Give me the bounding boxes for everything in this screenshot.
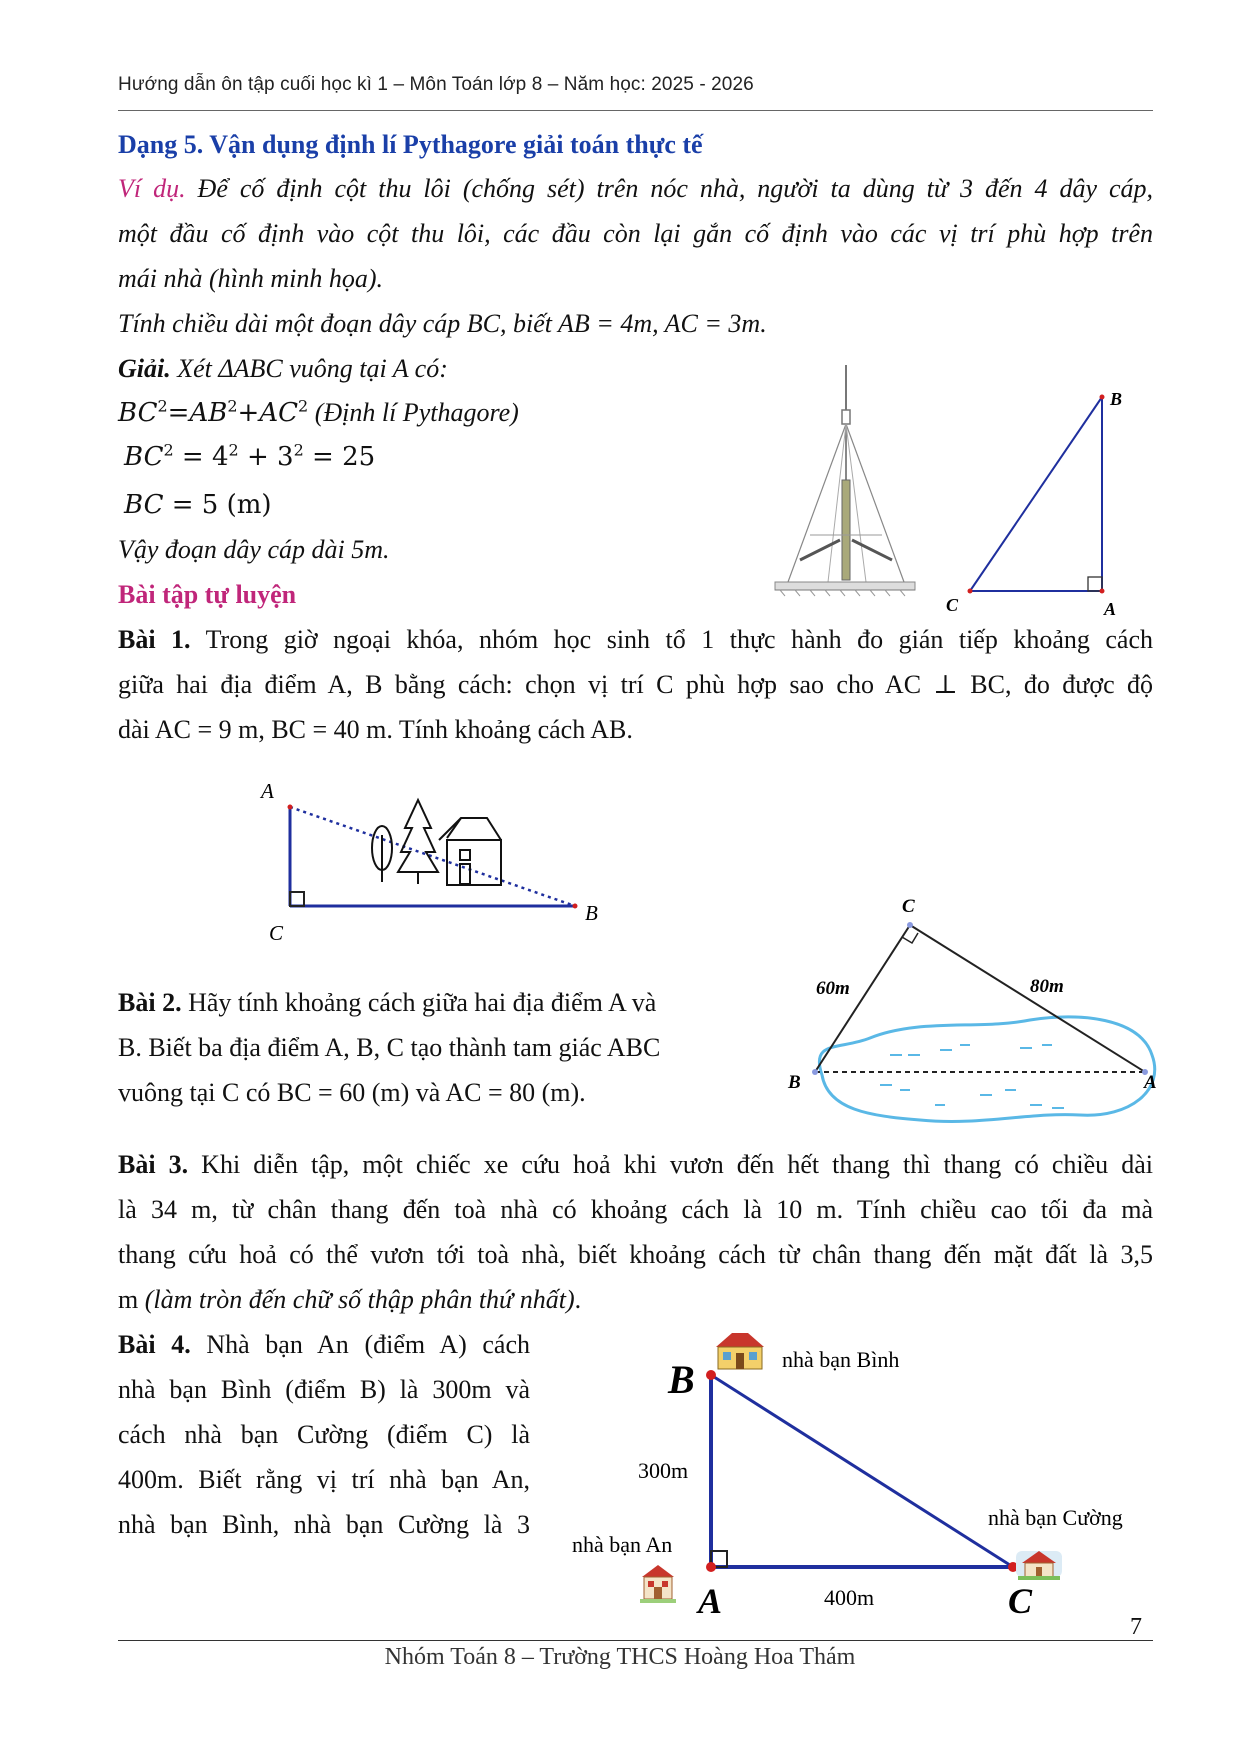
label-ca-length: 80m (1030, 976, 1064, 997)
bai3-text-4a: m (118, 1285, 145, 1314)
bai2-line-3: vuông tại C có BC = 60 (m) và AC = 80 (m). (118, 1078, 586, 1107)
equation-1-note: (Định lí Pythagore) (308, 398, 519, 427)
equation-2-result: = 25 (312, 442, 376, 472)
example-question: Tính chiều dài một đoạn dây cáp BC, biết AB = 4m, AC = 3m. (118, 309, 767, 338)
bai2-line-2: B. Biết ba địa điểm A, B, C tạo thành tam giác ABC (118, 1033, 661, 1062)
point-b (706, 1370, 716, 1380)
house-icon (439, 818, 501, 885)
equation-2: $BC^2 = 4^2 + 3^2 = 25$ (124, 440, 376, 472)
right-angle-mark (290, 892, 304, 906)
right-angle-mark (1088, 577, 1102, 591)
lake-ripples (880, 1045, 1064, 1108)
bai2-label: Bài 2. (118, 988, 182, 1017)
bai1-line-3: dài AC = 9 m, BC = 40 m. Tính khoảng cách AB. (118, 715, 633, 744)
equation-1: $BC^2=AB^2+AC^2$ (Định lí Pythagore) (118, 396, 519, 428)
practice-title: Bài tập tự luyện (118, 580, 297, 609)
label-a: A (698, 1581, 723, 1620)
bai1-figure (255, 780, 615, 940)
bai3-text-1: Khi diễn tập, một chiếc xe cứu hoả khi vươn đến hết thang thì thang có chiều dài (188, 1150, 1153, 1179)
side-bc (970, 397, 1102, 591)
label-b: B (585, 901, 598, 925)
example-line-1 (118, 174, 1153, 204)
house-an-icon (640, 1565, 676, 1603)
point-b (1100, 395, 1105, 400)
bai3-line-3: thang cứu hoả có thể vươn tới toà nhà, biết khoảng cách từ chân thang đến mặt đất là 3,5 (118, 1240, 1153, 1269)
label-c: C (902, 896, 915, 917)
label-nha-cuong: nhà bạn Cường (988, 1505, 1123, 1530)
bai1-text-1: Trong giờ ngoại khóa, nhóm học sinh tổ 1 thực hành đo gián tiếp khoảng cách (190, 625, 1153, 654)
point-c (968, 589, 973, 594)
bai3-line-2: là 34 m, từ chân thang đến toà nhà có khoảng cách là 10 m. Tính chiều cao tối đa mà (118, 1195, 1153, 1224)
bai4-line-3: cách nhà bạn Cường (điểm C) là (118, 1420, 530, 1449)
point-a (1100, 589, 1105, 594)
document-header: Hướng dẫn ôn tập cuối học kì 1 – Môn Toán lớp 8 – Năm học: 2025 - 2026 (118, 74, 754, 95)
solution-label: Giải. (118, 354, 171, 383)
bai4-line-2: nhà bạn Bình (điểm B) là 300m và (118, 1375, 530, 1404)
bai1-line-2: giữa hai địa điểm A, B bằng cách: chọn vị trí C phù hợp sao cho AC ⊥ BC, đo được độ (118, 670, 1153, 699)
bai2-figure (780, 890, 1160, 1125)
label-a: A (1104, 599, 1117, 615)
tree-round-icon (372, 826, 392, 882)
label-bc-length: 60m (816, 978, 850, 999)
bai3-line-4 (118, 1285, 581, 1315)
label-ab-length: 300m (638, 1458, 689, 1483)
point-a (288, 805, 293, 810)
house-cuong-icon (1016, 1551, 1062, 1580)
solution-intro (118, 354, 448, 384)
label-b: B (1110, 389, 1123, 409)
bai4-figure (560, 1325, 1160, 1620)
bai2-line-1 (118, 988, 656, 1018)
footer-text: Nhóm Toán 8 – Trường THCS Hoàng Hoa Thám (384, 1644, 856, 1670)
example-line-3: mái nhà (hình minh họa). (118, 264, 384, 293)
bai4-label: Bài 4. (118, 1330, 191, 1359)
bai4-line-1 (118, 1330, 530, 1360)
page-number: 7 (1130, 1614, 1142, 1640)
side-bc (711, 1375, 1013, 1567)
bai1-label: Bài 1. (118, 625, 191, 654)
label-nha-an: nhà bạn An (572, 1532, 673, 1557)
example-conclusion: Vậy đoạn dây cáp dài 5m. (118, 535, 390, 564)
point-c (907, 922, 913, 928)
label-a: A (261, 780, 274, 803)
point-b (812, 1069, 818, 1075)
example-triangle-figure (930, 375, 1130, 615)
label-c: C (1008, 1581, 1033, 1620)
side-ab-dotted (290, 807, 575, 906)
label-c: C (269, 921, 284, 940)
bai3-label: Bài 3. (118, 1150, 189, 1179)
point-b (573, 904, 578, 909)
bai4-text-1: Nhà bạn An (điểm A) cách (190, 1330, 530, 1359)
label-b: B (788, 1072, 801, 1093)
solution-intro-text: Xét ΔABC vuông tại A có: (170, 354, 448, 383)
section-title: Dạng 5. Vận dụng định lí Pythagore giải toán thực tế (118, 130, 703, 159)
bai4-line-5: nhà bạn Bình, nhà bạn Cường là 3 (118, 1510, 530, 1539)
bai2-text-1: Hãy tính khoảng cách giữa hai địa điểm A và (181, 988, 657, 1017)
bai3-text-4b: (làm tròn đến chữ số thập phân thứ nhất) (144, 1285, 575, 1314)
example-text-1: Để cố định cột thu lôi (chống sét) trên nóc nhà, người ta dùng từ 3 đến 4 dây cáp, (185, 174, 1154, 203)
lightning-rod-illustration (770, 360, 920, 610)
label-c: C (946, 595, 959, 615)
label-nha-binh: nhà bạn Bình (782, 1347, 900, 1372)
header-divider (118, 110, 1153, 111)
example-line-2: một đầu cố định vào cột thu lôi, các đầu còn lại gắn cố định vào các vị trí phù hợp trên (118, 219, 1153, 248)
label-a: A (1144, 1072, 1157, 1093)
label-b: B (668, 1357, 695, 1402)
pine-tree-icon (398, 800, 438, 884)
bai4-line-4: 400m. Biết rằng vị trí nhà bạn An, (118, 1465, 530, 1494)
house-binh-icon (716, 1333, 764, 1369)
lake-outline (819, 1017, 1154, 1122)
example-label: Ví dụ. (118, 174, 186, 203)
bai3-text-4c: . (574, 1285, 582, 1314)
bai3-line-1 (118, 1150, 1153, 1180)
bai1-line-1 (118, 625, 1153, 655)
point-a (706, 1562, 716, 1572)
equation-3-result: = 5 (m) (171, 490, 272, 520)
label-ac-length: 400m (824, 1585, 875, 1610)
footer-divider (118, 1640, 1153, 1641)
equation-3: BC = 5 (m) (124, 490, 272, 520)
